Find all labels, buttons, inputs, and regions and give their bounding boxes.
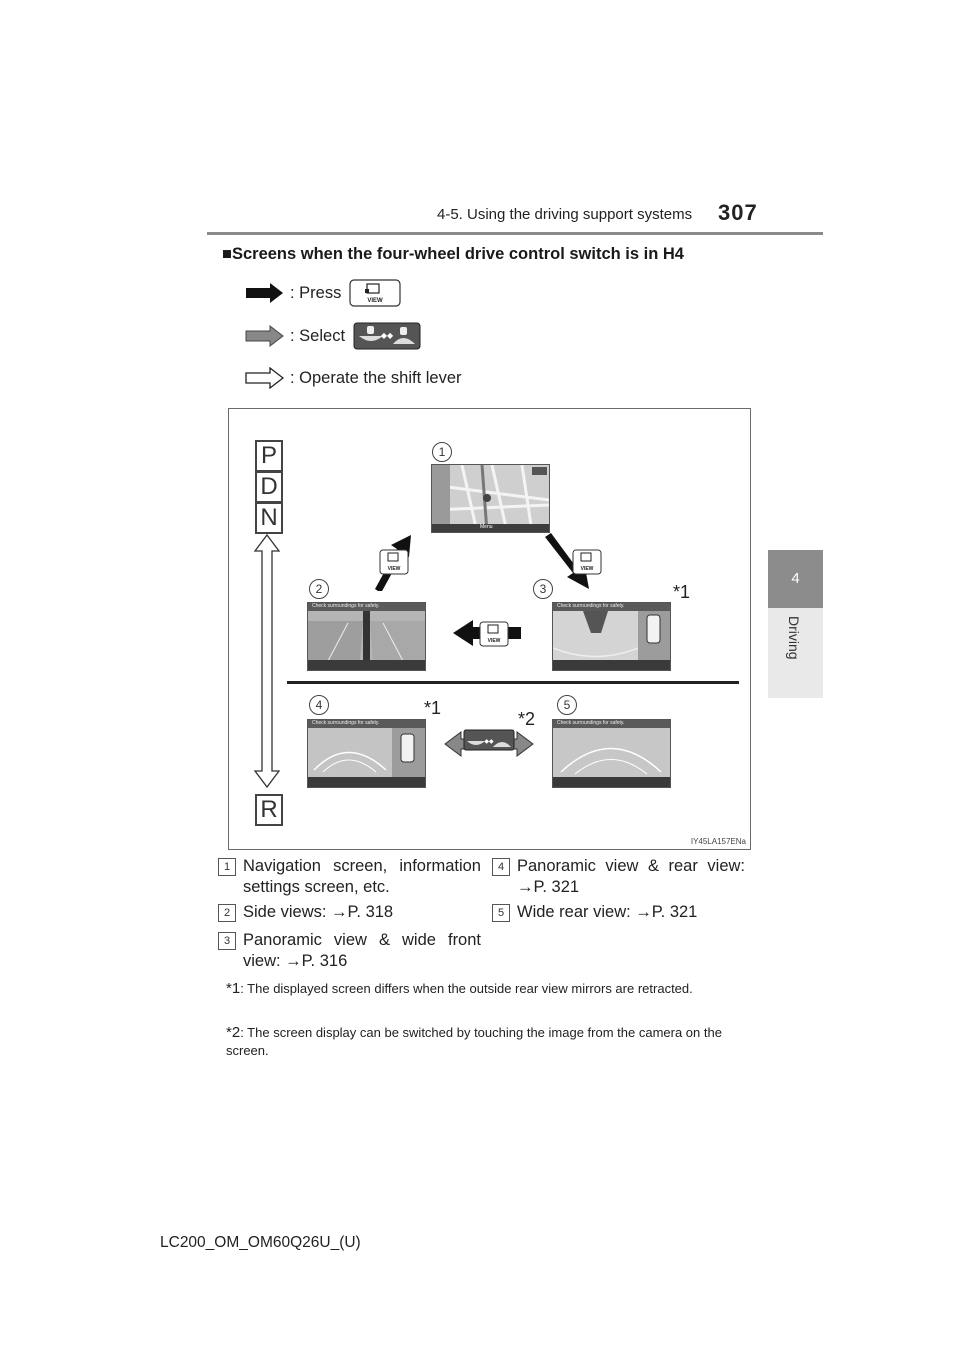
- screen-flow-figure: [228, 408, 751, 850]
- rear-view-image: [308, 720, 425, 787]
- legend-press: [244, 276, 407, 310]
- wide-front-message: Check surroundings for safety.: [557, 603, 625, 609]
- footnote-1: [226, 980, 746, 998]
- solid-arrow-icon: [244, 282, 284, 304]
- camera-switch-icon-figure: [463, 729, 515, 751]
- view-button-icon: [349, 279, 401, 307]
- chapter-number: 4: [791, 570, 800, 587]
- footnote-mark-1-bottom: *1: [424, 698, 442, 718]
- outline-arrow-icon: [244, 367, 284, 389]
- svg-text:◆◆: ◆◆: [484, 739, 494, 745]
- footnote-mark-2: *2: [518, 709, 536, 729]
- footnote-2: [226, 1024, 746, 1060]
- figure-number-1: 1: [432, 442, 452, 462]
- document-footer: LC200_OM_OM60Q26U_(U): [160, 1234, 361, 1251]
- caption-3: Panoramic view & wide front view: →P. 316: [243, 931, 481, 970]
- footnote-mark-1-top: *1: [673, 582, 691, 602]
- wide-rear-message: Check surroundings for safety.: [557, 720, 625, 726]
- figure-number-4: 4: [309, 695, 329, 715]
- gear-n: N: [255, 502, 283, 534]
- footnote-2-mark: *2: [226, 1024, 241, 1041]
- chapter-tab: [768, 550, 823, 608]
- side-views-message: Check surroundings for safety.: [312, 603, 380, 609]
- view-label-center: VIEW: [487, 638, 501, 644]
- gear-divider-line: [287, 681, 739, 684]
- gear-d: D: [255, 471, 283, 503]
- figure-number-3: 3: [533, 579, 553, 599]
- shift-range-arrow: [249, 533, 285, 789]
- view-button-icon-left: [379, 549, 409, 575]
- panoramic-rear-message: Check surroundings for safety.: [312, 720, 380, 726]
- legend-select: [244, 319, 427, 353]
- footnote-1-text: : The displayed screen differs when the outside rear view mirrors are retracted.: [240, 981, 693, 996]
- caption-number-4: 4: [492, 858, 510, 876]
- caption-4: Panoramic view & rear view: →P. 321: [517, 857, 745, 896]
- view-button-icon-center: [479, 621, 509, 647]
- chapter-label: Driving: [786, 616, 802, 660]
- side-views-screen: [307, 602, 426, 671]
- figure-code: IY45LA157ENa: [690, 837, 746, 846]
- side-view-image: [308, 603, 425, 670]
- caption-number-1: 1: [218, 858, 236, 876]
- footnote-2-text: : The screen display can be switched by touching the image from the camera on the screen.: [226, 1025, 722, 1058]
- legend-shift: [244, 361, 462, 395]
- navigation-screen: [431, 464, 550, 533]
- figure-number-2: 2: [309, 579, 329, 599]
- legend-press-text: : Press: [290, 283, 342, 302]
- header-section-title: 4-5. Using the driving support systems: [437, 206, 693, 223]
- caption-5: Wide rear view: →P. 321: [517, 903, 698, 921]
- view-button-label: VIEW: [367, 298, 384, 304]
- gray-arrow-icon: [244, 325, 284, 347]
- legend-select-text: : Select: [290, 326, 346, 345]
- caption-2: Side views: →P. 318: [243, 903, 394, 921]
- panoramic-wide-front-screen: [552, 602, 671, 671]
- map-image: [432, 465, 549, 532]
- view-label-left: VIEW: [387, 566, 401, 572]
- caption-1: Navigation screen, information settings screen, etc.: [243, 857, 481, 896]
- header-divider: [207, 232, 823, 235]
- gear-p: P: [255, 440, 283, 472]
- caption-number-3: 3: [218, 932, 236, 950]
- view-button-icon-right: [572, 549, 602, 575]
- svg-text:◆◆: ◆◆: [380, 331, 394, 340]
- wide-front-image: [553, 603, 670, 670]
- caption-number-5: 5: [492, 904, 510, 922]
- wide-rear-image: [553, 720, 670, 787]
- footnote-1-mark: *1: [226, 980, 241, 997]
- page-number: 307: [718, 200, 758, 225]
- gear-r: R: [255, 794, 283, 826]
- wide-rear-screen: [552, 719, 671, 788]
- view-label-right: VIEW: [580, 566, 594, 572]
- nav-menu-label: Menu: [480, 524, 493, 530]
- panoramic-rear-screen: [307, 719, 426, 788]
- section-title: ■Screens when the four-wheel drive control switch is in H4: [222, 245, 684, 263]
- figure-number-5: 5: [557, 695, 577, 715]
- caption-number-2: 2: [218, 904, 236, 922]
- camera-switch-icon: [353, 322, 421, 350]
- legend-shift-text: : Operate the shift lever: [290, 368, 462, 387]
- chapter-label-box: [768, 608, 823, 678]
